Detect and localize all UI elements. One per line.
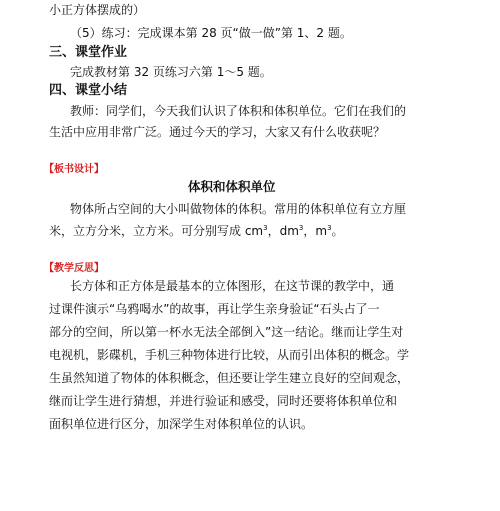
board-design-tag: 【板书设计】: [44, 164, 104, 175]
reflection-line: 继而让学生进行猜想，并进行验证和感受，同时还要将体积单位和: [49, 394, 398, 408]
reflection-line: 生虽然知道了物体的体积概念，但还要让学生建立良好的空间观念，: [49, 371, 410, 385]
reflection-line: 长方体和正方体是最基本的立体图形，在这节课的教学中，通: [70, 279, 395, 293]
board-units-sep-1: ，dm: [267, 224, 299, 238]
summary-paragraph-line-1: 教师：同学们，今天我们认识了体积和体积单位。它们在我们的: [70, 104, 407, 118]
reflection-line: 电视机，影碟机，手机三种物体进行比较，从而引出体积的概念。学: [49, 348, 410, 362]
board-units-sep-2: ，m: [303, 224, 328, 238]
practice-item: （5）练习：完成课本第 28 页“做一做”第 1、2 题。: [70, 26, 352, 40]
section-heading-summary: 四、课堂小结: [49, 83, 128, 98]
superscript-3: 3: [298, 224, 304, 232]
section-heading-homework: 三、课堂作业: [49, 45, 128, 60]
text-line-top: 小正方体摆成的）: [49, 3, 146, 17]
homework-text: 完成教材第 32 页练习六第 1～5 题。: [70, 65, 272, 79]
reflection-line: 面积单位进行区分，加深学生对体积单位的认识。: [49, 417, 314, 431]
summary-paragraph-line-2: 生活中应用非常广泛。通过今天的学习，大家又有什么收获呢？: [49, 125, 386, 139]
board-paragraph-line-2: [49, 223, 344, 239]
superscript-3: 3: [263, 224, 268, 232]
board-title: 体积和体积单位: [188, 179, 276, 194]
reflection-line: 过课件演示“乌鸦喝水”的故事，再让学生亲身验证“石头占了一: [49, 302, 380, 316]
board-paragraph-line-1: 物体所占空间的大小叫做物体的体积。常用的体积单位有立方厘: [70, 202, 407, 216]
superscript-3: 3: [327, 224, 332, 232]
teaching-reflection-tag: 【教学反思】: [44, 263, 104, 274]
board-units-text: 米，立方分米，立方米。可分别写成 cm: [49, 224, 264, 238]
board-units-end: 。: [331, 224, 344, 238]
reflection-line: 部分的空间，所以第一杯水无法全部倒入”这一结论。继而让学生对: [49, 325, 404, 339]
